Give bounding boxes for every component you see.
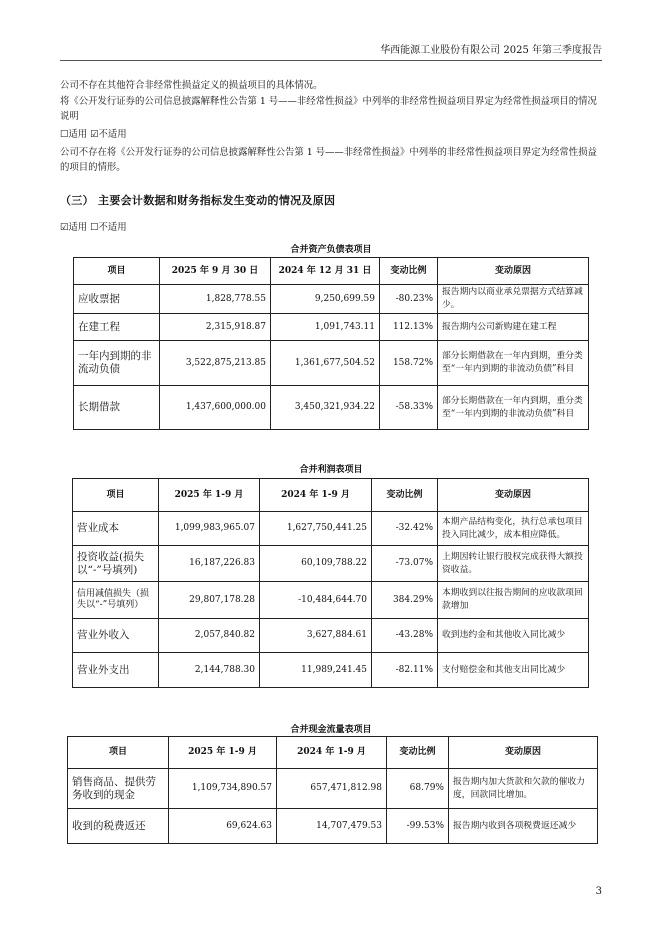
column-header: 变动原因 [449,737,598,769]
row-current: 2,315,918.87 [160,314,271,341]
table-header-row [73,479,589,512]
income-table [72,478,589,688]
row-change: -58.33% [380,386,438,430]
row-current: 2,057,840.82 [159,619,260,653]
row-current: 16,187,226.83 [159,546,260,582]
column-header: 项目 [74,258,160,285]
column-header: 2024 年 1-9 月 [277,737,387,769]
table-row [74,314,589,341]
row-change: -43.28% [372,619,438,653]
cashflow-table [67,736,598,844]
column-header: 变动原因 [438,479,589,512]
row-item: 一年内到期的非流动负债 [74,341,160,386]
row-reason: 收到违约金和其他收入同比减少 [438,619,589,653]
row-item: 在建工程 [74,314,160,341]
column-header: 2025 年 9 月 30 日 [160,258,271,285]
row-reason: 本期产品结构变化，执行总承包项目投入同比减少，成本相应降低。 [438,512,589,546]
income-table-title: 合并利润表项目 [299,465,363,475]
column-header: 项目 [73,479,159,512]
page-header [60,0,602,61]
row-reason: 部分长期借款在一年内到期，重分类至“一年内到期的非流动负债”科目 [438,341,589,386]
row-reason: 支付赔偿金和其他支出同比减少 [438,653,589,688]
row-current: 2,144,788.30 [159,653,260,688]
row-prior: -10,484,644.70 [260,582,372,619]
row-current: 1,099,983,965.07 [159,512,260,546]
row-reason: 本期收到以往报告期间的应收款项回款增加 [438,582,589,619]
row-reason: 上期因转让银行股权完成获得大额投资收益。 [438,546,589,582]
table-header-row [74,258,589,285]
row-change: -80.23% [380,285,438,314]
column-header: 2024 年 1-9 月 [260,479,372,512]
row-item: 营业外支出 [73,653,159,688]
row-prior: 11,989,241.45 [260,653,372,688]
row-item: 长期借款 [74,386,160,430]
row-change: -82.11% [372,653,438,688]
row-prior: 60,109,788.22 [260,546,372,582]
balance-table [73,257,589,430]
row-change: -32.42% [372,512,438,546]
row-change: 112.13% [380,314,438,341]
row-prior: 14,707,479.53 [277,809,387,844]
table-row [73,653,589,688]
row-change: 158.72% [380,341,438,386]
row-current: 1,828,778.55 [160,285,271,314]
intro-paragraph-3: 公司不存在将《公开发行证券的公司信息披露解释性公告第 1 号——非经常性损益》中列举的非经常性损益项目界定为经常性损益的项目的情形。 [60,147,597,173]
row-reason: 报告期内以商业承兑票据方式结算减少。 [438,285,589,314]
table-header-row [68,737,598,769]
intro-paragraph-1: 公司不存在其他符合非经常性损益定义的损益项目的具体情况。 [60,80,323,91]
intro-paragraph-2: 将《公开发行证券的公司信息披露解释性公告第 1 号——非经常性损益》中列举的非经常性损益项目界定为经常性损益项目的情况说明 [60,96,597,122]
row-prior: 1,627,750,441.25 [260,512,372,546]
row-item: 营业外收入 [73,619,159,653]
row-prior: 1,091,743.11 [271,314,380,341]
row-prior: 657,471,812.98 [277,769,387,809]
column-header: 变动原因 [438,258,589,285]
balance-table-title: 合并资产负债表项目 [290,245,372,255]
row-prior: 9,250,699.59 [271,285,380,314]
column-header: 2024 年 12 月 31 日 [271,258,380,285]
table-row [74,341,589,386]
row-current: 1,109,734,890.57 [169,769,277,809]
column-header: 项目 [68,737,169,769]
row-item: 销售商品、提供劳务收到的现金 [68,769,169,809]
row-prior: 3,627,884.61 [260,619,372,653]
row-item: 收到的税费返还 [68,809,169,844]
table-row [74,285,589,314]
section-title: （三） 主要会计数据和财务指标发生变动的情况及原因 [60,194,336,207]
row-current: 1,437,600,000.00 [160,386,271,430]
row-change: -99.53% [387,809,449,844]
row-reason: 部分长期借款在一年内到期，重分类至“一年内到期的非流动负债”科目 [438,386,589,430]
table-row [68,809,598,844]
row-item: 营业成本 [73,512,159,546]
applicability-check-1: ☐适用 ☑不适用 [60,129,127,140]
row-change: -73.07% [372,546,438,582]
column-header: 2025 年 1-9 月 [169,737,277,769]
column-header: 2025 年 1-9 月 [159,479,260,512]
table-row [73,619,589,653]
row-item: 信用减值损失（损失以“-”号填列） [73,582,159,619]
row-reason: 报告期内加大货款和欠款的催收力度，回款同比增加。 [449,769,598,809]
applicability-check-2: ☑适用 ☐不适用 [60,222,127,233]
page-number: 3 [595,886,602,897]
table-row [73,512,589,546]
row-prior: 3,450,321,934.22 [271,386,380,430]
row-current: 69,624.63 [169,809,277,844]
table-row [68,769,598,809]
column-header: 变动比例 [380,258,438,285]
column-header: 变动比例 [372,479,438,512]
row-change: 384.29% [372,582,438,619]
table-row [73,546,589,582]
row-current: 3,522,875,213.85 [160,341,271,386]
column-header: 变动比例 [387,737,449,769]
report-title: 华西能源工业股份有限公司 2025 年第三季度报告 [380,45,602,56]
row-current: 29,807,178.28 [159,582,260,619]
table-row [74,386,589,430]
cashflow-table-title: 合并现金流量表项目 [290,725,372,735]
row-reason: 报告期内公司新购建在建工程 [438,314,589,341]
row-reason: 报告期内收到各项税费返还减少 [449,809,598,844]
row-item: 应收票据 [74,285,160,314]
table-row [73,582,589,619]
row-prior: 1,361,677,504.52 [271,341,380,386]
row-item: 投资收益(损失以“-”号填列) [73,546,159,582]
row-change: 68.79% [387,769,449,809]
